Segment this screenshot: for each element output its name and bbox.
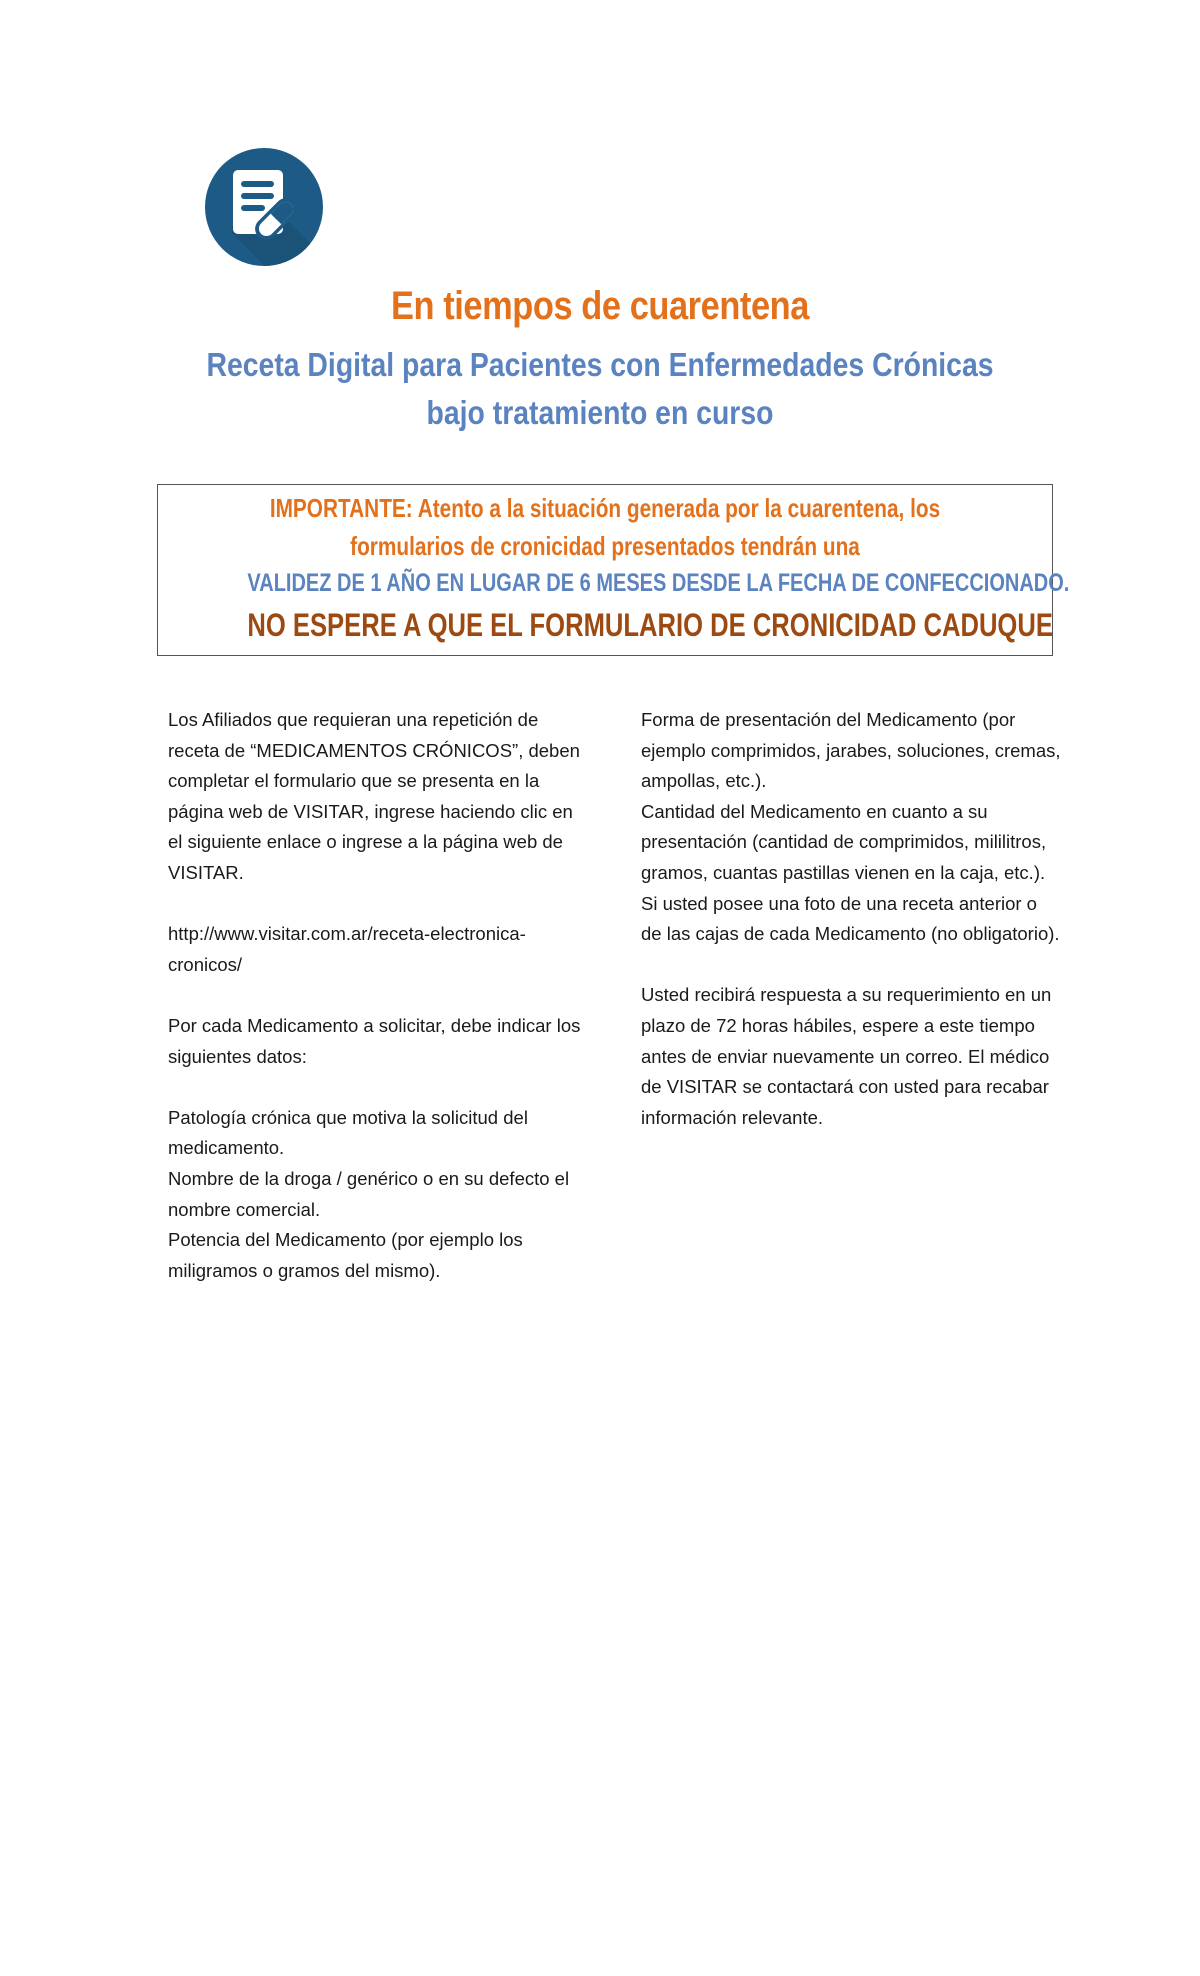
notice-line-warning: NO ESPERE A QUE EL FORMULARIO DE CRONICIDAD CADUQUE: [247, 607, 1053, 643]
important-notice-box: [157, 484, 1070, 656]
page-subtitle-line1: Receta Digital para Pacientes con Enfermedades Crónicas: [206, 346, 994, 383]
notice-line-formularios: formularios de cronicidad presentados tendrán una: [350, 531, 860, 561]
body-left-column: [168, 705, 588, 1286]
prescription-logo: [205, 148, 323, 266]
item-presentation-form: Forma de presentación del Medicamento (por ejemplo comprimidos, jarabes, soluciones, cremas, ampollas, etc.).: [641, 709, 1061, 792]
item-quantity: Cantidad del Medicamento en cuanto a su presentación (cantidad de comprimidos, mililitros, gramos, cuantas pastillas vienen en la caja, etc.).: [641, 800, 1047, 883]
response-paragraph: Usted recibirá respuesta a su requerimiento en un plazo de 72 horas hábiles, espere a este tiempo antes de enviar nuevamente un correo. El médico de VISITAR se contactará con usted para recabar información relevante.: [641, 984, 1052, 1128]
notice-line-important: IMPORTANTE: Atento a la situación generada por la cuarentena, los: [269, 493, 941, 523]
per-medication-paragraph: Por cada Medicamento a solicitar, debe indicar los siguientes datos:: [168, 1014, 581, 1067]
form-link[interactable]: http://www.visitar.com.ar/receta-electronica-cronicos/: [168, 923, 526, 975]
intro-paragraph: Los Afiliados que requieran una repetición de receta de “MEDICAMENTOS CRÓNICOS”, deben completar el formulario que se presenta en la página web de VISITAR, ingrese haciendo clic en el siguiente enlace o ingrese a la página web de VISITAR.: [168, 709, 580, 883]
item-potency: Potencia del Medicamento (por ejemplo los miligramos o gramos del mismo).: [168, 1229, 523, 1281]
page-title: En tiempos de cuarentena: [391, 284, 809, 328]
item-drug-name: Nombre de la droga / genérico o en su defecto el nombre comercial.: [168, 1167, 570, 1220]
item-pathology: Patología crónica que motiva la solicitud del medicamento.: [168, 1106, 528, 1159]
item-photo: Si usted posee una foto de una receta anterior o de las cajas de cada Medicamento (no obligatorio).: [641, 892, 1060, 945]
prescription-document-pill-icon: [205, 148, 323, 266]
page-subtitle-line2: bajo tratamiento en curso: [426, 394, 774, 431]
body-right-column: [641, 705, 1061, 1133]
notice-line-validez: VALIDEZ DE 1 AÑO EN LUGAR DE 6 MESES DESDE LA FECHA DE CONFECCIONADO.: [247, 569, 1070, 597]
